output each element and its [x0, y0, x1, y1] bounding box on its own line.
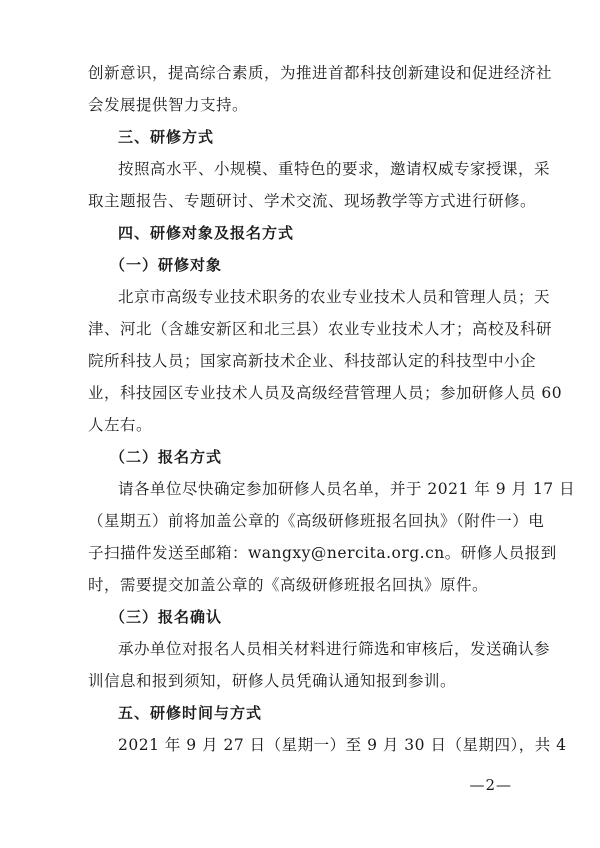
- section-heading-3: 三、研修方式: [118, 128, 215, 146]
- body-line: 取主题报告、专题研讨、学术交流、现场教学等方式进行研修。: [88, 192, 537, 210]
- body-line: 训信息和报到须知，研修人员凭确认通知报到参训。: [88, 672, 457, 690]
- body-line: 人左右。: [88, 416, 153, 434]
- body-line: 津、河北（含雄安新区和北三县）农业专业技术人才；高校及科研: [88, 320, 553, 338]
- body-line: 院所科技人员；国家高新技术企业、科技部认定的科技型中小企: [88, 352, 537, 370]
- body-line: 时，需要提交加盖公章的《高级研修班报名回执》原件。: [88, 576, 489, 594]
- body-line-email: 子扫描件发送至邮箱：wangxy@nercita.org.cn。研修人员报到: [88, 544, 557, 562]
- body-line: 北京市高级专业技术职务的农业专业技术人员和管理人员；天: [118, 288, 551, 306]
- section-heading-5: 五、研修时间与方式: [118, 704, 263, 722]
- body-line: 承办单位对报名人员相关材料进行筛选和审核后，发送确认参: [118, 640, 551, 658]
- body-line: 2021 年 9 月 27 日（星期一）至 9 月 30 日（星期四），共 4: [118, 736, 567, 754]
- page-number: —2—: [469, 776, 512, 794]
- body-line: 按照高水平、小规模、重特色的要求，邀请权威专家授课，采: [118, 160, 551, 178]
- body-line: 请各单位尽快确定参加研修人员名单，并于 2021 年 9 月 17 日: [118, 480, 576, 498]
- body-line: （星期五）前将加盖公章的《高级研修班报名回执》（附件一）电: [88, 512, 545, 530]
- subsection-heading-3: （三）报名确认: [110, 608, 223, 626]
- body-line: 业，科技园区专业技术人员及高级经营管理人员；参加研修人员 60: [88, 384, 563, 402]
- body-line: 创新意识，提高综合素质，为推进首都科技创新建设和促进经济社: [88, 64, 553, 82]
- subsection-heading-2: （二）报名方式: [110, 448, 223, 466]
- section-heading-4: 四、研修对象及报名方式: [118, 224, 295, 242]
- subsection-heading-1: （一）研修对象: [110, 256, 223, 274]
- body-line: 会发展提供智力支持。: [88, 96, 249, 114]
